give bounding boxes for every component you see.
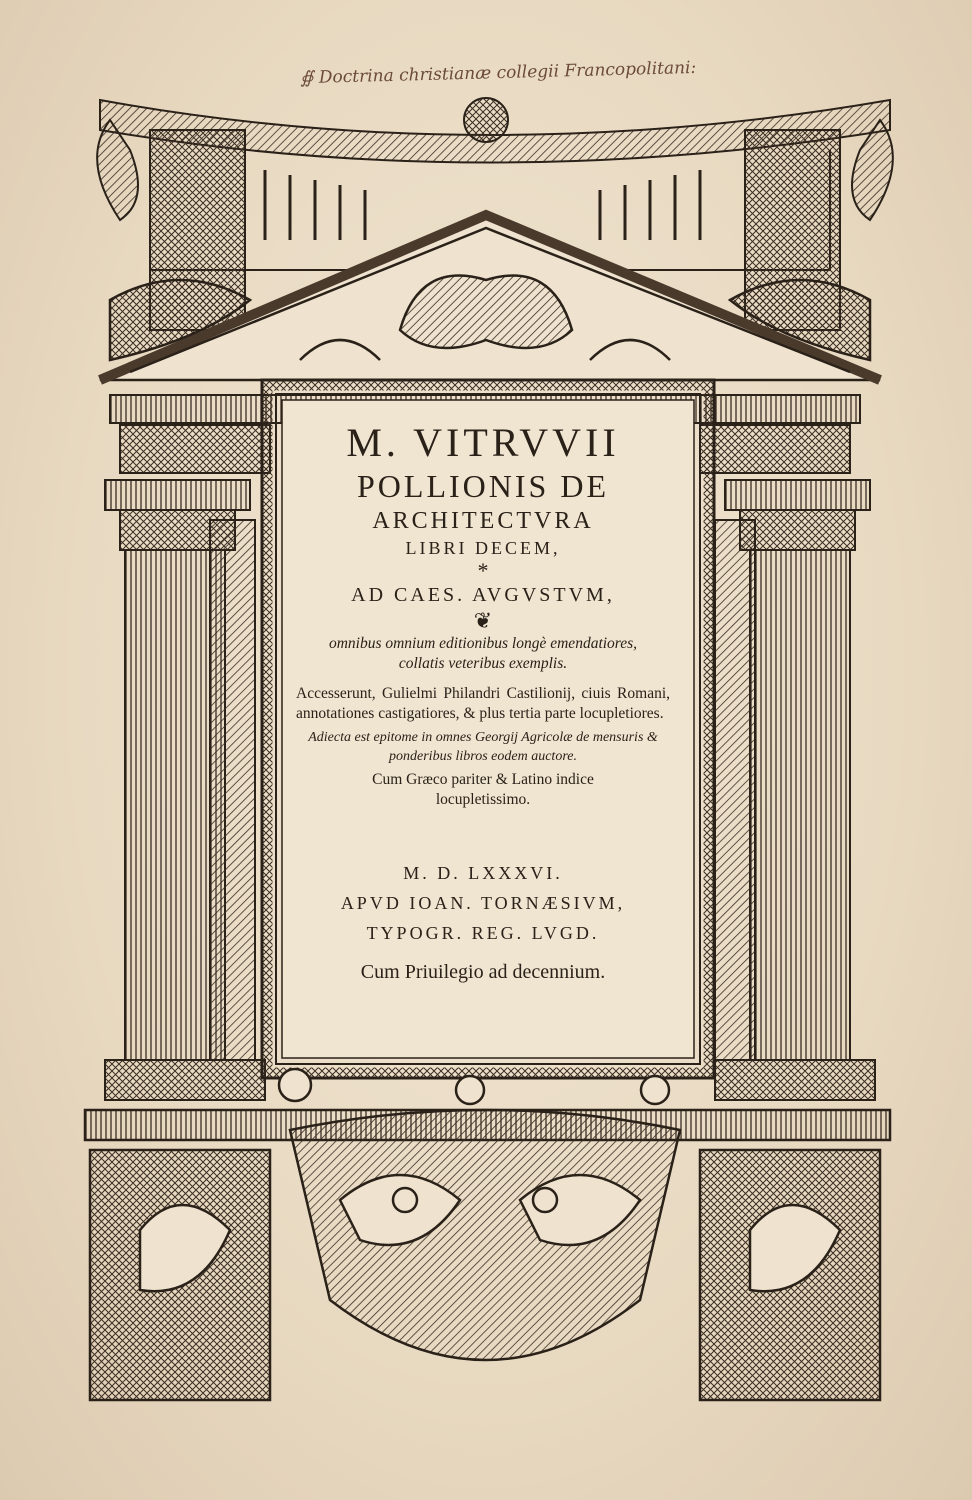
base-pedestal — [85, 1069, 890, 1400]
subtitle-index-1: Cum Græco pariter & Latino indice — [372, 771, 594, 788]
asterisk-ornament: * — [477, 558, 489, 583]
left-column — [105, 480, 265, 1100]
subtitle-philander-note: Accesserunt, Gulielmi Philandri Castilionij, ciuis Romani, annotationes castigatiores, & plus tertia parte locupletiores. — [296, 685, 670, 722]
fleuron-icon: ❦ — [473, 608, 493, 633]
title-line-augustum: AD CAES. AVGVSTVM, — [351, 584, 615, 606]
manuscript-inscription: ∯ Doctrina christianæ collegii Francopolitani: — [299, 57, 697, 89]
title-line-libri-decem: LIBRI DECEM, — [405, 538, 561, 558]
title-line-architectura: ARCHITECTVRA — [372, 508, 594, 534]
imprint-printer: APVD IOAN. TORNÆSIVM, — [340, 893, 626, 913]
title-cartouche — [288, 398, 678, 1038]
title-line-pollionis: POLLIONIS DE — [357, 468, 609, 504]
subtitle-italic-1: omnibus omnium editionibus longè emendatiores, — [328, 635, 638, 652]
imprint-year: M. D. LXXXVI. — [403, 863, 563, 883]
right-column — [715, 480, 875, 1100]
subtitle-index-2: locupletissimo. — [435, 791, 531, 808]
privilege-line: Cum Priuilegio ad decennium. — [360, 961, 606, 983]
subtitle-italic-2: collatis veteribus exemplis. — [398, 655, 568, 672]
imprint-place: TYPOGR. REG. LVGD. — [366, 923, 600, 943]
title-line-author: M. VITRVVII — [346, 420, 620, 465]
subtitle-agricola-note: Adiecta est epitome in omnes Georgij Agricolæ de mensuris & ponderibus libros eodem auctore. — [308, 730, 658, 764]
